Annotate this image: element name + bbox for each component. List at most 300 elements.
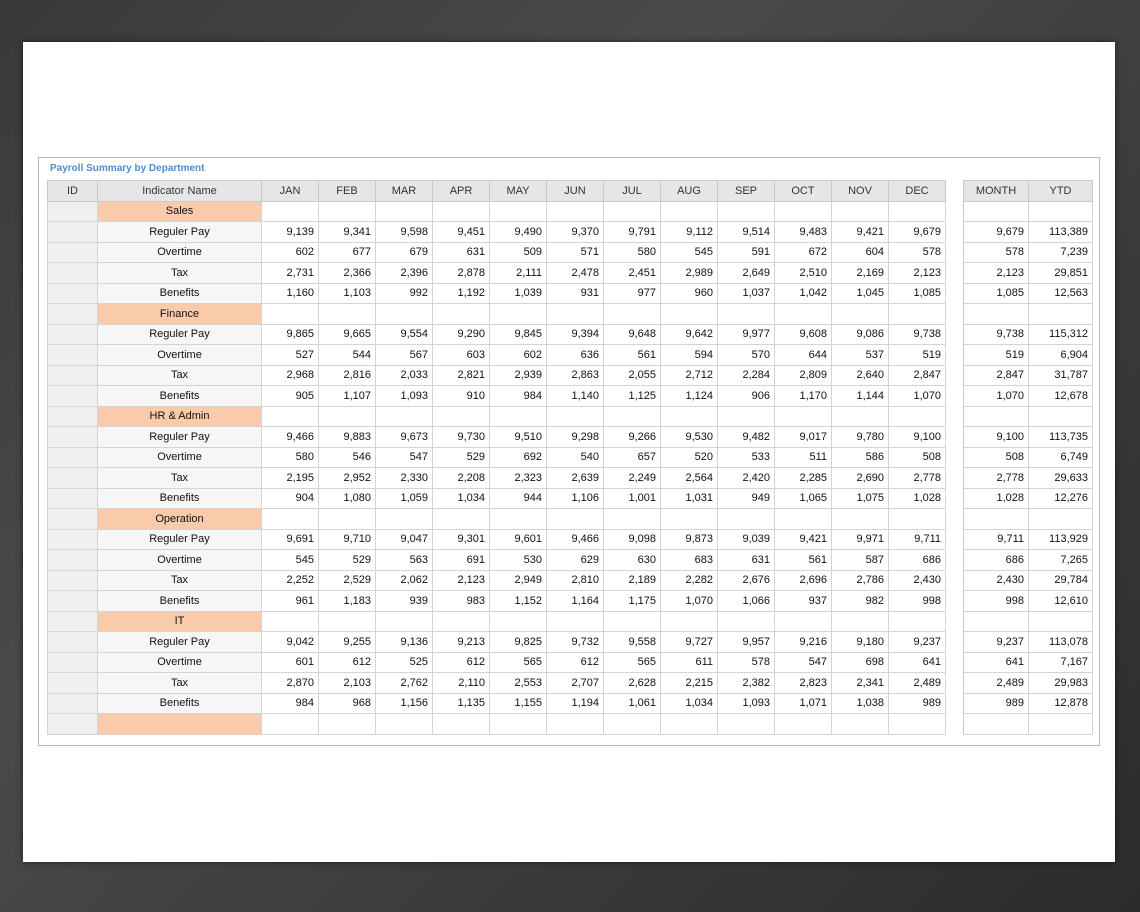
table-viewport[interactable]: [47, 180, 1095, 745]
indicator-name[interactable]: Benefits: [98, 693, 262, 714]
indicator-name[interactable]: Overtime: [98, 242, 262, 263]
value-cell[interactable]: 9,691: [262, 529, 319, 550]
value-cell[interactable]: 9,732: [547, 632, 604, 653]
value-cell[interactable]: 631: [433, 242, 490, 263]
value-cell[interactable]: 1,045: [832, 283, 889, 304]
value-cell[interactable]: 983: [433, 591, 490, 612]
value-cell[interactable]: 1,070: [661, 591, 718, 612]
current-month-cell[interactable]: 578: [964, 242, 1029, 263]
value-cell[interactable]: 580: [262, 447, 319, 468]
value-cell[interactable]: 629: [547, 550, 604, 571]
value-cell[interactable]: 2,553: [490, 673, 547, 694]
value-cell[interactable]: 982: [832, 591, 889, 612]
value-cell[interactable]: 1,156: [376, 693, 433, 714]
column-header-month[interactable]: NOV: [832, 181, 889, 202]
ytd-cell[interactable]: 7,265: [1029, 550, 1093, 571]
value-cell[interactable]: 1,160: [262, 283, 319, 304]
value-cell[interactable]: 9,648: [604, 324, 661, 345]
value-cell[interactable]: 2,628: [604, 673, 661, 694]
value-cell[interactable]: 1,144: [832, 386, 889, 407]
value-cell[interactable]: 1,034: [661, 693, 718, 714]
value-cell[interactable]: 578: [889, 242, 946, 263]
value-cell[interactable]: 2,823: [775, 673, 832, 694]
department-name[interactable]: IT: [98, 611, 262, 632]
current-month-cell[interactable]: 519: [964, 345, 1029, 366]
value-cell[interactable]: 533: [718, 447, 775, 468]
indicator-name[interactable]: Benefits: [98, 283, 262, 304]
value-cell[interactable]: 1,037: [718, 283, 775, 304]
value-cell[interactable]: 9,298: [547, 427, 604, 448]
value-cell[interactable]: 9,042: [262, 632, 319, 653]
value-cell[interactable]: 631: [718, 550, 775, 571]
value-cell[interactable]: 9,791: [604, 222, 661, 243]
value-cell[interactable]: 9,608: [775, 324, 832, 345]
value-cell[interactable]: 2,968: [262, 365, 319, 386]
department-name[interactable]: HR & Admin: [98, 406, 262, 427]
ytd-cell[interactable]: 29,983: [1029, 673, 1093, 694]
value-cell[interactable]: 9,394: [547, 324, 604, 345]
value-cell[interactable]: 9,845: [490, 324, 547, 345]
value-cell[interactable]: 9,977: [718, 324, 775, 345]
value-cell[interactable]: 1,093: [718, 693, 775, 714]
value-cell[interactable]: 511: [775, 447, 832, 468]
ytd-cell[interactable]: 29,633: [1029, 468, 1093, 489]
value-cell[interactable]: 9,451: [433, 222, 490, 243]
value-cell[interactable]: 2,816: [319, 365, 376, 386]
value-cell[interactable]: 641: [889, 652, 946, 673]
value-cell[interactable]: 611: [661, 652, 718, 673]
value-cell[interactable]: 544: [319, 345, 376, 366]
value-cell[interactable]: 1,039: [490, 283, 547, 304]
indicator-name[interactable]: Reguler Pay: [98, 529, 262, 550]
value-cell[interactable]: 2,778: [889, 468, 946, 489]
column-header-month[interactable]: JUN: [547, 181, 604, 202]
department-name[interactable]: Finance: [98, 304, 262, 325]
value-cell[interactable]: 571: [547, 242, 604, 263]
value-cell[interactable]: 9,730: [433, 427, 490, 448]
value-cell[interactable]: 672: [775, 242, 832, 263]
column-header-month[interactable]: OCT: [775, 181, 832, 202]
value-cell[interactable]: 2,420: [718, 468, 775, 489]
value-cell[interactable]: 9,290: [433, 324, 490, 345]
value-cell[interactable]: 2,169: [832, 263, 889, 284]
indicator-name[interactable]: Reguler Pay: [98, 324, 262, 345]
value-cell[interactable]: 2,649: [718, 263, 775, 284]
current-month-cell[interactable]: 1,028: [964, 488, 1029, 509]
indicator-name[interactable]: Overtime: [98, 550, 262, 571]
value-cell[interactable]: 904: [262, 488, 319, 509]
value-cell[interactable]: 9,825: [490, 632, 547, 653]
value-cell[interactable]: 9,558: [604, 632, 661, 653]
indicator-name[interactable]: Reguler Pay: [98, 427, 262, 448]
ytd-cell[interactable]: 12,563: [1029, 283, 1093, 304]
value-cell[interactable]: 563: [376, 550, 433, 571]
value-cell[interactable]: 698: [832, 652, 889, 673]
value-cell[interactable]: 2,712: [661, 365, 718, 386]
value-cell[interactable]: 1,124: [661, 386, 718, 407]
value-cell[interactable]: 998: [889, 591, 946, 612]
value-cell[interactable]: 9,180: [832, 632, 889, 653]
ytd-cell[interactable]: 115,312: [1029, 324, 1093, 345]
value-cell[interactable]: 9,266: [604, 427, 661, 448]
ytd-cell[interactable]: 12,276: [1029, 488, 1093, 509]
value-cell[interactable]: 9,421: [832, 222, 889, 243]
value-cell[interactable]: 9,482: [718, 427, 775, 448]
value-cell[interactable]: 2,195: [262, 468, 319, 489]
value-cell[interactable]: 9,510: [490, 427, 547, 448]
value-cell[interactable]: 9,216: [775, 632, 832, 653]
value-cell[interactable]: 9,100: [889, 427, 946, 448]
value-cell[interactable]: 1,059: [376, 488, 433, 509]
value-cell[interactable]: 2,847: [889, 365, 946, 386]
value-cell[interactable]: 545: [661, 242, 718, 263]
value-cell[interactable]: 1,106: [547, 488, 604, 509]
value-cell[interactable]: 931: [547, 283, 604, 304]
value-cell[interactable]: 594: [661, 345, 718, 366]
value-cell[interactable]: 9,883: [319, 427, 376, 448]
value-cell[interactable]: 992: [376, 283, 433, 304]
value-cell[interactable]: 2,529: [319, 570, 376, 591]
ytd-cell[interactable]: 7,167: [1029, 652, 1093, 673]
value-cell[interactable]: 679: [376, 242, 433, 263]
value-cell[interactable]: 1,080: [319, 488, 376, 509]
value-cell[interactable]: 2,033: [376, 365, 433, 386]
value-cell[interactable]: 2,696: [775, 570, 832, 591]
value-cell[interactable]: 2,330: [376, 468, 433, 489]
value-cell[interactable]: 977: [604, 283, 661, 304]
value-cell[interactable]: 691: [433, 550, 490, 571]
value-cell[interactable]: 540: [547, 447, 604, 468]
value-cell[interactable]: 603: [433, 345, 490, 366]
value-cell[interactable]: 9,086: [832, 324, 889, 345]
value-cell[interactable]: 591: [718, 242, 775, 263]
current-month-cell[interactable]: 641: [964, 652, 1029, 673]
column-header-id[interactable]: ID: [48, 181, 98, 202]
value-cell[interactable]: 9,421: [775, 529, 832, 550]
value-cell[interactable]: 1,103: [319, 283, 376, 304]
value-cell[interactable]: 2,123: [889, 263, 946, 284]
value-cell[interactable]: 1,042: [775, 283, 832, 304]
value-cell[interactable]: 636: [547, 345, 604, 366]
value-cell[interactable]: 9,642: [661, 324, 718, 345]
current-month-cell[interactable]: 2,778: [964, 468, 1029, 489]
value-cell[interactable]: 9,665: [319, 324, 376, 345]
value-cell[interactable]: 2,952: [319, 468, 376, 489]
column-header-month[interactable]: AUG: [661, 181, 718, 202]
value-cell[interactable]: 9,341: [319, 222, 376, 243]
value-cell[interactable]: 1,028: [889, 488, 946, 509]
value-cell[interactable]: 9,301: [433, 529, 490, 550]
value-cell[interactable]: 520: [661, 447, 718, 468]
value-cell[interactable]: 644: [775, 345, 832, 366]
value-cell[interactable]: 2,382: [718, 673, 775, 694]
value-cell[interactable]: 2,252: [262, 570, 319, 591]
indicator-name[interactable]: Overtime: [98, 345, 262, 366]
value-cell[interactable]: 692: [490, 447, 547, 468]
value-cell[interactable]: 939: [376, 591, 433, 612]
value-cell[interactable]: 2,055: [604, 365, 661, 386]
value-cell[interactable]: 2,870: [262, 673, 319, 694]
indicator-name[interactable]: Tax: [98, 263, 262, 284]
value-cell[interactable]: 9,679: [889, 222, 946, 243]
value-cell[interactable]: 545: [262, 550, 319, 571]
value-cell[interactable]: 1,066: [718, 591, 775, 612]
value-cell[interactable]: 9,237: [889, 632, 946, 653]
value-cell[interactable]: 561: [775, 550, 832, 571]
value-cell[interactable]: 1,107: [319, 386, 376, 407]
value-cell[interactable]: 9,039: [718, 529, 775, 550]
value-cell[interactable]: 1,034: [433, 488, 490, 509]
value-cell[interactable]: 1,152: [490, 591, 547, 612]
value-cell[interactable]: 9,483: [775, 222, 832, 243]
value-cell[interactable]: 2,510: [775, 263, 832, 284]
value-cell[interactable]: 2,810: [547, 570, 604, 591]
value-cell[interactable]: 9,727: [661, 632, 718, 653]
value-cell[interactable]: 984: [262, 693, 319, 714]
column-header-month[interactable]: MAY: [490, 181, 547, 202]
indicator-name[interactable]: Tax: [98, 365, 262, 386]
value-cell[interactable]: 2,396: [376, 263, 433, 284]
current-month-cell[interactable]: 686: [964, 550, 1029, 571]
column-header-indicator-name[interactable]: Indicator Name: [98, 181, 262, 202]
value-cell[interactable]: 2,110: [433, 673, 490, 694]
value-cell[interactable]: 1,170: [775, 386, 832, 407]
value-cell[interactable]: 2,341: [832, 673, 889, 694]
value-cell[interactable]: 9,139: [262, 222, 319, 243]
indicator-name[interactable]: Tax: [98, 468, 262, 489]
value-cell[interactable]: 2,878: [433, 263, 490, 284]
indicator-name[interactable]: Reguler Pay: [98, 632, 262, 653]
value-cell[interactable]: 9,865: [262, 324, 319, 345]
column-header-current-month[interactable]: MONTH: [964, 181, 1029, 202]
value-cell[interactable]: 546: [319, 447, 376, 468]
value-cell[interactable]: 602: [490, 345, 547, 366]
value-cell[interactable]: 527: [262, 345, 319, 366]
value-cell[interactable]: 612: [433, 652, 490, 673]
indicator-name[interactable]: Tax: [98, 570, 262, 591]
value-cell[interactable]: 9,466: [262, 427, 319, 448]
value-cell[interactable]: 9,673: [376, 427, 433, 448]
value-cell[interactable]: 604: [832, 242, 889, 263]
value-cell[interactable]: 2,189: [604, 570, 661, 591]
value-cell[interactable]: 601: [262, 652, 319, 673]
indicator-name[interactable]: Benefits: [98, 591, 262, 612]
value-cell[interactable]: 9,017: [775, 427, 832, 448]
column-header-month[interactable]: SEP: [718, 181, 775, 202]
column-header-month[interactable]: JAN: [262, 181, 319, 202]
value-cell[interactable]: 612: [547, 652, 604, 673]
value-cell[interactable]: 949: [718, 488, 775, 509]
column-header-month[interactable]: APR: [433, 181, 490, 202]
value-cell[interactable]: 1,070: [889, 386, 946, 407]
value-cell[interactable]: 937: [775, 591, 832, 612]
department-name[interactable]: [98, 714, 262, 735]
value-cell[interactable]: 2,676: [718, 570, 775, 591]
value-cell[interactable]: 1,183: [319, 591, 376, 612]
value-cell[interactable]: 2,809: [775, 365, 832, 386]
value-cell[interactable]: 587: [832, 550, 889, 571]
value-cell[interactable]: 565: [604, 652, 661, 673]
value-cell[interactable]: 1,085: [889, 283, 946, 304]
value-cell[interactable]: 9,112: [661, 222, 718, 243]
ytd-cell[interactable]: 12,610: [1029, 591, 1093, 612]
value-cell[interactable]: 905: [262, 386, 319, 407]
value-cell[interactable]: 1,065: [775, 488, 832, 509]
value-cell[interactable]: 2,215: [661, 673, 718, 694]
value-cell[interactable]: 1,038: [832, 693, 889, 714]
value-cell[interactable]: 630: [604, 550, 661, 571]
value-cell[interactable]: 1,164: [547, 591, 604, 612]
current-month-cell[interactable]: 9,100: [964, 427, 1029, 448]
value-cell[interactable]: 529: [319, 550, 376, 571]
value-cell[interactable]: 2,478: [547, 263, 604, 284]
value-cell[interactable]: 2,284: [718, 365, 775, 386]
value-cell[interactable]: 2,208: [433, 468, 490, 489]
value-cell[interactable]: 9,213: [433, 632, 490, 653]
value-cell[interactable]: 989: [889, 693, 946, 714]
value-cell[interactable]: 2,863: [547, 365, 604, 386]
value-cell[interactable]: 1,140: [547, 386, 604, 407]
value-cell[interactable]: 1,031: [661, 488, 718, 509]
value-cell[interactable]: 567: [376, 345, 433, 366]
value-cell[interactable]: 9,490: [490, 222, 547, 243]
value-cell[interactable]: 2,489: [889, 673, 946, 694]
column-header-month[interactable]: DEC: [889, 181, 946, 202]
value-cell[interactable]: 2,111: [490, 263, 547, 284]
current-month-cell[interactable]: 2,847: [964, 365, 1029, 386]
value-cell[interactable]: 2,430: [889, 570, 946, 591]
value-cell[interactable]: 508: [889, 447, 946, 468]
value-cell[interactable]: 906: [718, 386, 775, 407]
value-cell[interactable]: 677: [319, 242, 376, 263]
value-cell[interactable]: 2,989: [661, 263, 718, 284]
value-cell[interactable]: 2,821: [433, 365, 490, 386]
value-cell[interactable]: 9,710: [319, 529, 376, 550]
indicator-name[interactable]: Tax: [98, 673, 262, 694]
value-cell[interactable]: 9,601: [490, 529, 547, 550]
value-cell[interactable]: 612: [319, 652, 376, 673]
value-cell[interactable]: 586: [832, 447, 889, 468]
value-cell[interactable]: 602: [262, 242, 319, 263]
value-cell[interactable]: 2,939: [490, 365, 547, 386]
value-cell[interactable]: 2,103: [319, 673, 376, 694]
value-cell[interactable]: 1,192: [433, 283, 490, 304]
value-cell[interactable]: 2,762: [376, 673, 433, 694]
value-cell[interactable]: 9,530: [661, 427, 718, 448]
department-name[interactable]: Sales: [98, 201, 262, 222]
value-cell[interactable]: 9,780: [832, 427, 889, 448]
ytd-cell[interactable]: 113,078: [1029, 632, 1093, 653]
column-header-ytd[interactable]: YTD: [1029, 181, 1093, 202]
ytd-cell[interactable]: 7,239: [1029, 242, 1093, 263]
value-cell[interactable]: 519: [889, 345, 946, 366]
value-cell[interactable]: 910: [433, 386, 490, 407]
value-cell[interactable]: 565: [490, 652, 547, 673]
ytd-cell[interactable]: 29,851: [1029, 263, 1093, 284]
value-cell[interactable]: 2,786: [832, 570, 889, 591]
column-header-month[interactable]: FEB: [319, 181, 376, 202]
value-cell[interactable]: 9,466: [547, 529, 604, 550]
value-cell[interactable]: 1,093: [376, 386, 433, 407]
value-cell[interactable]: 9,136: [376, 632, 433, 653]
indicator-name[interactable]: Overtime: [98, 652, 262, 673]
value-cell[interactable]: 968: [319, 693, 376, 714]
value-cell[interactable]: 2,639: [547, 468, 604, 489]
value-cell[interactable]: 2,640: [832, 365, 889, 386]
current-month-cell[interactable]: 989: [964, 693, 1029, 714]
value-cell[interactable]: 1,194: [547, 693, 604, 714]
current-month-cell[interactable]: 9,679: [964, 222, 1029, 243]
value-cell[interactable]: 2,282: [661, 570, 718, 591]
value-cell[interactable]: 2,451: [604, 263, 661, 284]
value-cell[interactable]: 525: [376, 652, 433, 673]
current-month-cell[interactable]: 508: [964, 447, 1029, 468]
value-cell[interactable]: 9,971: [832, 529, 889, 550]
column-header-month[interactable]: MAR: [376, 181, 433, 202]
current-month-cell[interactable]: 9,237: [964, 632, 1029, 653]
value-cell[interactable]: 580: [604, 242, 661, 263]
ytd-cell[interactable]: 113,735: [1029, 427, 1093, 448]
value-cell[interactable]: 2,062: [376, 570, 433, 591]
ytd-cell[interactable]: 113,389: [1029, 222, 1093, 243]
value-cell[interactable]: 1,061: [604, 693, 661, 714]
value-cell[interactable]: 9,554: [376, 324, 433, 345]
ytd-cell[interactable]: 29,784: [1029, 570, 1093, 591]
value-cell[interactable]: 537: [832, 345, 889, 366]
current-month-cell[interactable]: 1,085: [964, 283, 1029, 304]
current-month-cell[interactable]: 998: [964, 591, 1029, 612]
current-month-cell[interactable]: 9,711: [964, 529, 1029, 550]
value-cell[interactable]: 9,598: [376, 222, 433, 243]
value-cell[interactable]: 1,125: [604, 386, 661, 407]
value-cell[interactable]: 2,323: [490, 468, 547, 489]
value-cell[interactable]: 529: [433, 447, 490, 468]
ytd-cell[interactable]: 6,749: [1029, 447, 1093, 468]
value-cell[interactable]: 2,564: [661, 468, 718, 489]
value-cell[interactable]: 547: [376, 447, 433, 468]
value-cell[interactable]: 2,366: [319, 263, 376, 284]
value-cell[interactable]: 2,123: [433, 570, 490, 591]
value-cell[interactable]: 2,285: [775, 468, 832, 489]
indicator-name[interactable]: Benefits: [98, 386, 262, 407]
value-cell[interactable]: 509: [490, 242, 547, 263]
column-header-month[interactable]: JUL: [604, 181, 661, 202]
value-cell[interactable]: 1,075: [832, 488, 889, 509]
ytd-cell[interactable]: 12,878: [1029, 693, 1093, 714]
value-cell[interactable]: 2,731: [262, 263, 319, 284]
indicator-name[interactable]: Benefits: [98, 488, 262, 509]
current-month-cell[interactable]: 2,123: [964, 263, 1029, 284]
current-month-cell[interactable]: 2,430: [964, 570, 1029, 591]
value-cell[interactable]: 570: [718, 345, 775, 366]
value-cell[interactable]: 9,738: [889, 324, 946, 345]
value-cell[interactable]: 2,690: [832, 468, 889, 489]
value-cell[interactable]: 9,957: [718, 632, 775, 653]
ytd-cell[interactable]: 12,678: [1029, 386, 1093, 407]
value-cell[interactable]: 9,255: [319, 632, 376, 653]
department-name[interactable]: Operation: [98, 509, 262, 530]
indicator-name[interactable]: Overtime: [98, 447, 262, 468]
value-cell[interactable]: 683: [661, 550, 718, 571]
value-cell[interactable]: 9,370: [547, 222, 604, 243]
value-cell[interactable]: 578: [718, 652, 775, 673]
value-cell[interactable]: 944: [490, 488, 547, 509]
value-cell[interactable]: 1,135: [433, 693, 490, 714]
value-cell[interactable]: 2,707: [547, 673, 604, 694]
value-cell[interactable]: 657: [604, 447, 661, 468]
value-cell[interactable]: 9,514: [718, 222, 775, 243]
current-month-cell[interactable]: 9,738: [964, 324, 1029, 345]
